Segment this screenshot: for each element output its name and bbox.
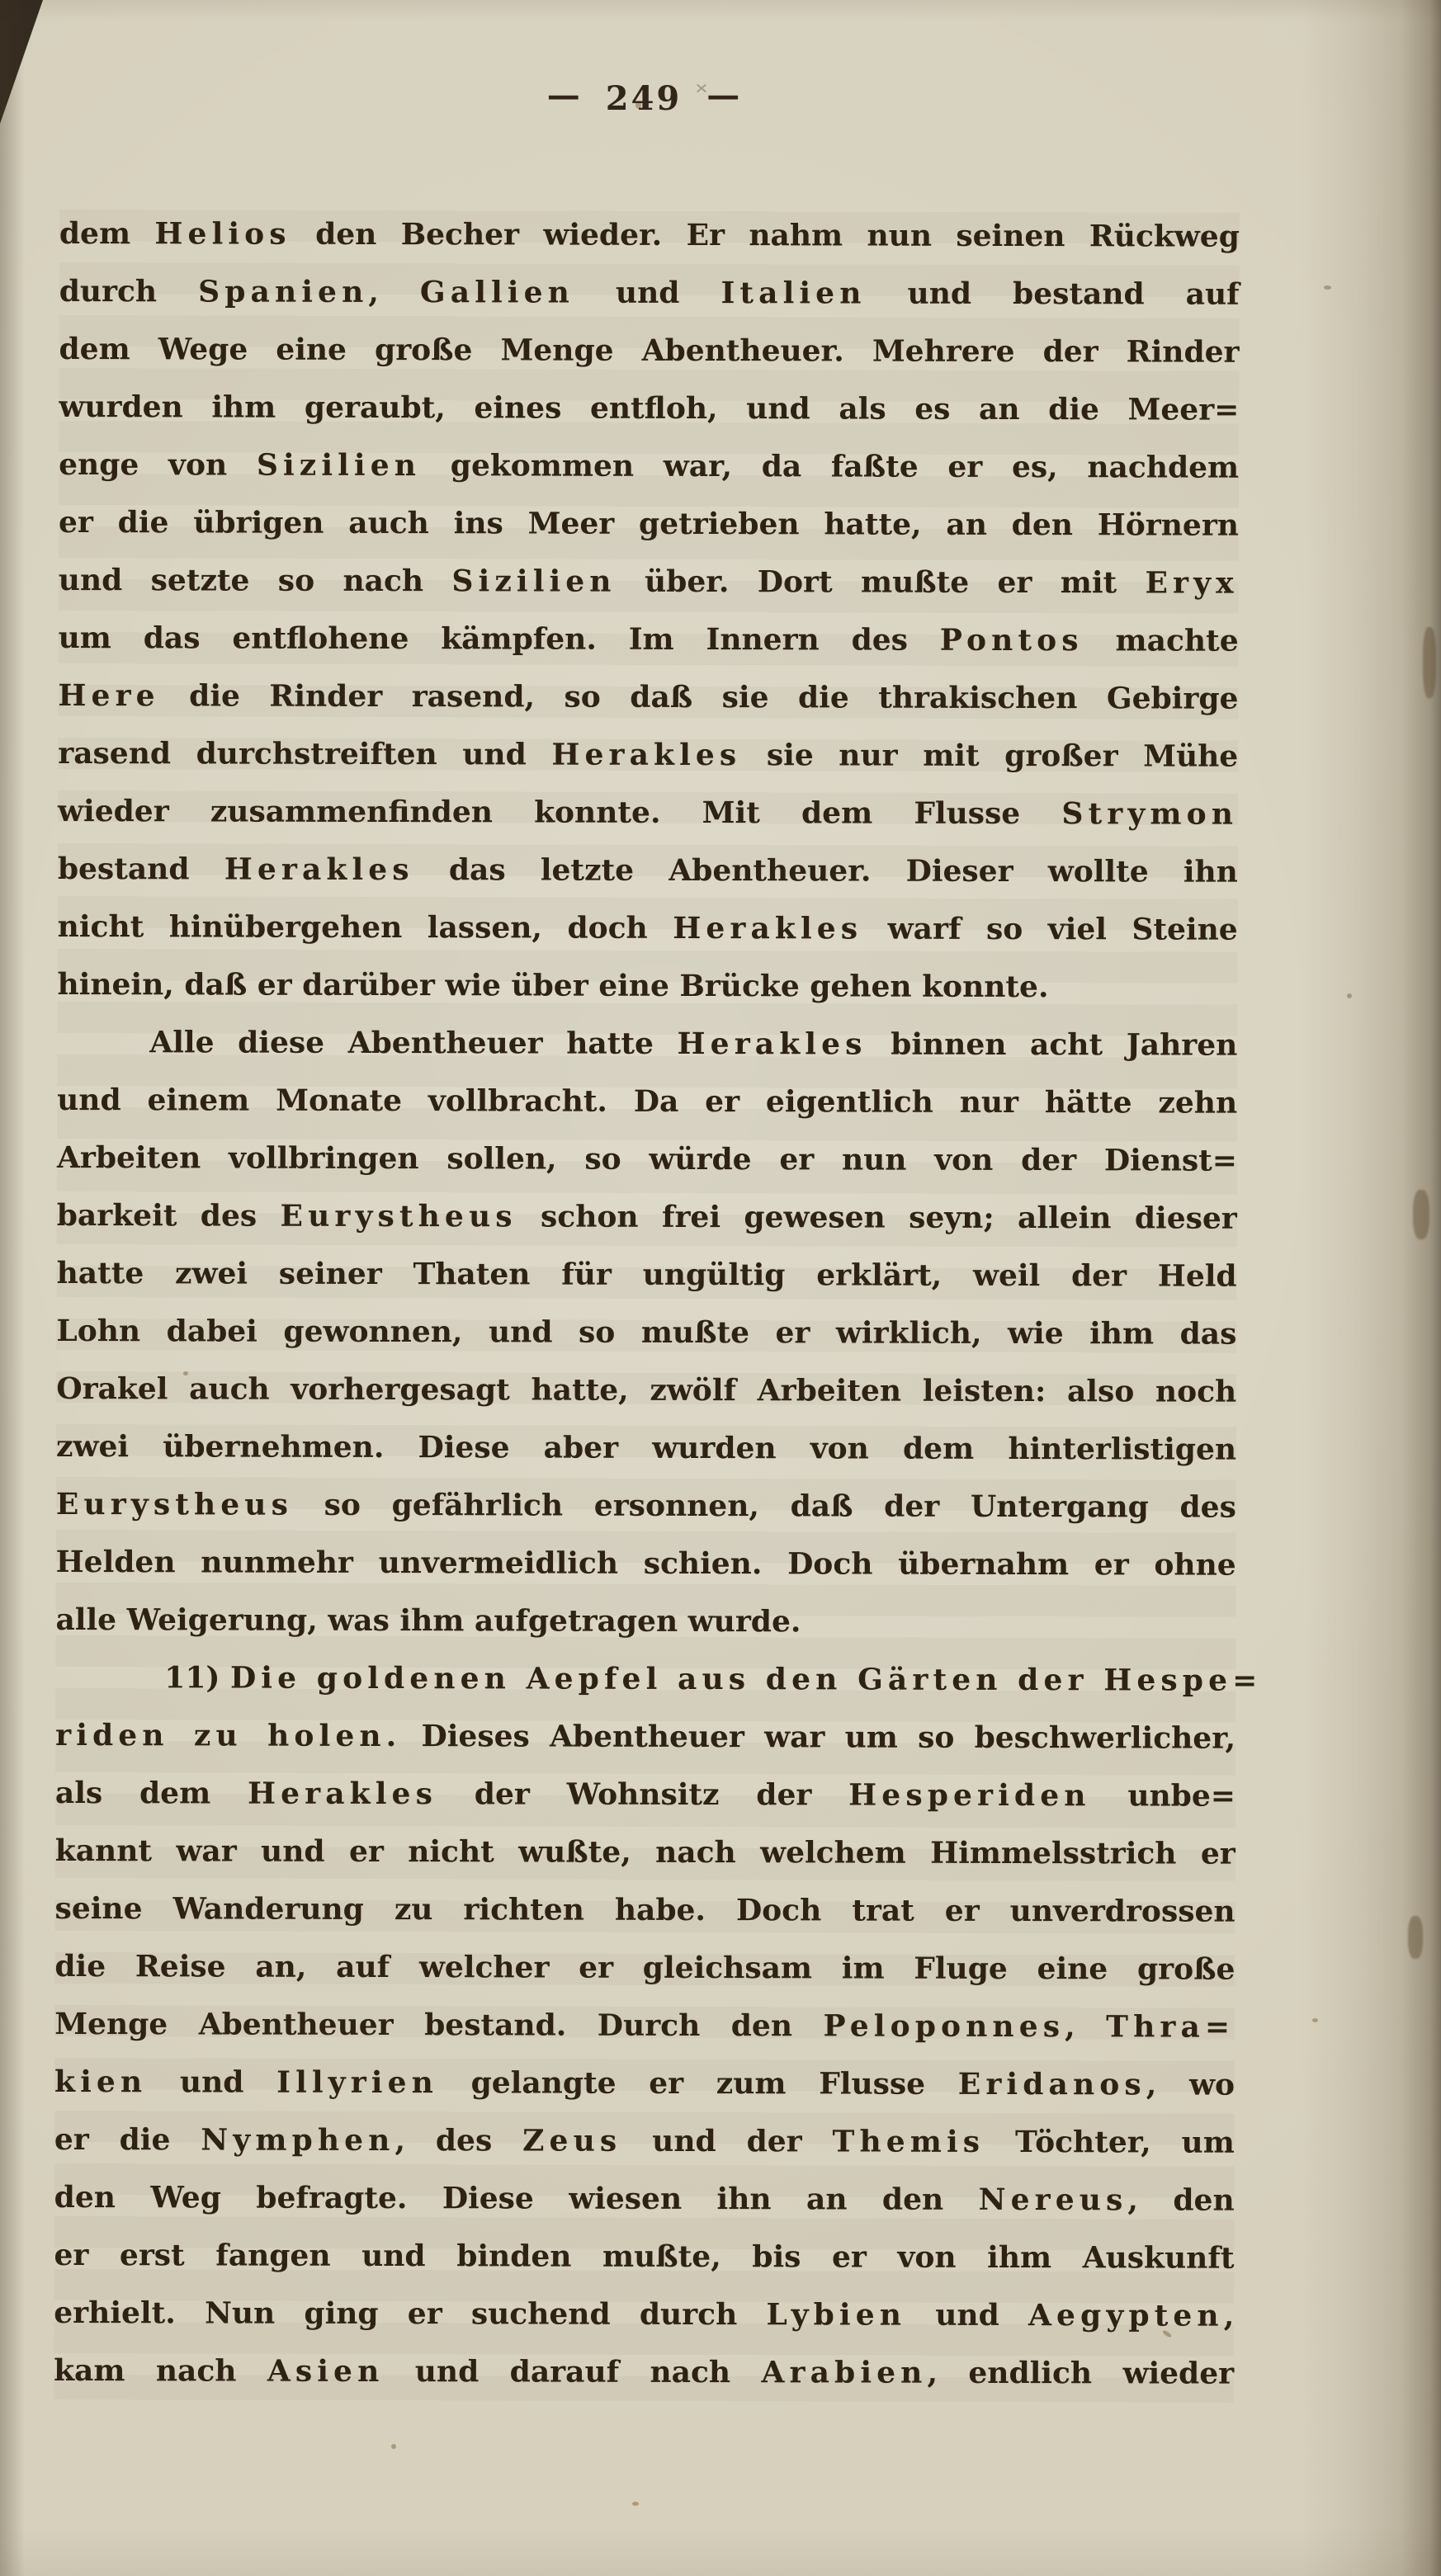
- letterspaced-word: Thra=: [1106, 2009, 1235, 2045]
- text-line: [59, 436, 1239, 497]
- text-line: [55, 1880, 1235, 1941]
- header-dash-left: —: [546, 76, 581, 115]
- letterspaced-word: Herakles: [673, 910, 863, 946]
- letterspaced-word: Arabien: [761, 2355, 928, 2390]
- text-segment: dem: [59, 215, 155, 252]
- text-segment: die Reise an, auf welcher er gleichsam im Fluge eine große: [54, 1948, 1235, 1987]
- text-segment: warf so viel Steine: [862, 911, 1238, 947]
- text-segment: und einem Monate vollbracht. Da er eigentlich nur hätte zehn: [57, 1082, 1238, 1121]
- header-dash-right: —: [706, 76, 741, 115]
- text-segment: hatte zwei seiner Thaten für ungültig erklärt, weil der Held: [56, 1255, 1237, 1294]
- letterspaced-word: Eurystheus: [280, 1198, 517, 1234]
- text-segment: binnen acht Jahren: [867, 1026, 1238, 1063]
- text-segment: dem Wege eine große Menge Abentheuer. Mehrere der Rinder: [59, 331, 1240, 370]
- text-line: [57, 1244, 1237, 1305]
- text-segment: wieder zusammenfinden konnte. Mit dem Flusse: [58, 793, 1062, 832]
- text-line: [59, 551, 1239, 612]
- text-line: [57, 1071, 1237, 1132]
- text-line: [54, 2111, 1235, 2172]
- paper-speck: [391, 2444, 396, 2449]
- letterspaced-word: Zeus: [522, 2123, 622, 2158]
- text-line: [54, 2342, 1234, 2403]
- letterspaced-word: Sizilien: [451, 564, 617, 599]
- text-segment: und: [147, 2064, 277, 2100]
- text-segment: und darauf nach: [384, 2354, 762, 2390]
- text-segment: machte: [1083, 623, 1239, 658]
- text-line: [54, 2168, 1235, 2229]
- text-line: [57, 1187, 1237, 1248]
- text-line: [59, 205, 1240, 266]
- letterspaced-word: Eridanos: [957, 2066, 1146, 2102]
- text-segment: und setzte so nach: [58, 562, 452, 599]
- letterspaced-word: Nereus: [978, 2182, 1128, 2218]
- letterspaced-word: Aegypten: [1028, 2298, 1224, 2333]
- text-line: [57, 955, 1237, 1017]
- text-segment: Alle diese Abentheuer hatte: [149, 1025, 678, 1061]
- text-segment: nicht hinübergehen lassen, doch: [57, 908, 673, 946]
- text-segment: den Becher wieder. Er nahm nun seinen Rückweg: [291, 216, 1240, 254]
- text-segment: wurden ihm geraubt, eines entfloh, und als es an die Meer=: [59, 389, 1240, 427]
- text-line: [58, 898, 1238, 959]
- text-segment: , endlich wieder: [927, 2355, 1235, 2391]
- text-segment: den Weg befragte. Diese wiesen ihn an den: [54, 2179, 979, 2217]
- letterspaced-word: Gallien: [419, 275, 575, 310]
- paper-speck: [632, 2502, 639, 2506]
- letterspaced-word: Peloponnes: [823, 2008, 1065, 2045]
- letterspaced-word: Helios: [154, 216, 291, 252]
- text-segment: Helden nunmehr unvermeidlich schien. Doch übernahm er ohne: [55, 1544, 1236, 1583]
- letterspaced-word: Themis: [832, 2124, 985, 2159]
- text-segment: und: [574, 275, 721, 311]
- text-line: [54, 2053, 1235, 2114]
- text-segment: gekommen war, da faßte er es, nachdem: [421, 448, 1240, 485]
- text-segment: ,: [1065, 2009, 1107, 2045]
- letterspaced-word: Sizilien: [256, 447, 422, 484]
- text-line: [55, 1764, 1235, 1825]
- text-segment: Menge Abentheuer bestand. Durch den: [54, 2006, 824, 2044]
- text-segment: gelangte er zum Flusse: [437, 2065, 958, 2102]
- letterspaced-word: Illyrien: [276, 2064, 438, 2101]
- text-segment: unbe=: [1090, 1778, 1236, 1814]
- text-segment: barkeit des: [56, 1197, 281, 1234]
- letterspaced-word: Lybien: [766, 2297, 907, 2333]
- page-number: 249: [605, 79, 683, 118]
- text-segment: um das entflohene kämpfen. Im Innern des: [58, 620, 940, 658]
- text-line: [56, 1475, 1236, 1536]
- text-segment: kam nach: [54, 2352, 267, 2389]
- text-segment: so gefährlich ersonnen, daß der Untergang des: [292, 1487, 1236, 1525]
- text-line: [54, 1995, 1235, 2056]
- text-segment: alle Weigerung, was ihm aufgetragen wurde.: [55, 1602, 801, 1639]
- text-segment: sie nur mit großer Mühe: [741, 738, 1239, 774]
- text-segment: und der: [621, 2123, 833, 2159]
- page-gutter-shadow: [1301, 0, 1441, 2576]
- text-line: [59, 493, 1239, 554]
- letterspaced-word: Nymphen: [201, 2122, 395, 2158]
- letterspaced-word: Herakles: [224, 852, 414, 888]
- text-line: [54, 2284, 1234, 2345]
- letterspaced-word: Asien: [267, 2353, 385, 2390]
- text-line: [55, 1706, 1235, 1767]
- letterspaced-word: Spanien: [198, 274, 369, 309]
- text-segment: 11): [164, 1660, 231, 1696]
- text-segment: als dem: [54, 1775, 248, 1811]
- text-segment: , den: [1127, 2182, 1235, 2218]
- text-line: [59, 320, 1239, 381]
- text-segment: er die: [54, 2121, 201, 2158]
- letterspaced-word: Pontos: [939, 622, 1084, 658]
- text-segment: enge von: [59, 446, 257, 483]
- text-line: [54, 2226, 1234, 2287]
- edge-smudge: [1423, 627, 1436, 698]
- text-block: [54, 205, 1263, 2403]
- letterspaced-word: Hesperiden: [848, 1777, 1091, 1814]
- letterspaced-word: Here: [58, 677, 160, 714]
- text-segment: bestand: [57, 851, 224, 887]
- text-line: [57, 1129, 1237, 1190]
- text-segment: Dieses Abentheuer war um so beschwerlicher,: [401, 1719, 1236, 1756]
- page-header: [0, 76, 1287, 118]
- text-segment: schon frei gewesen seyn; allein dieser: [517, 1199, 1237, 1236]
- text-segment: er erst fangen und binden mußte, bis er von ihm Auskunft: [54, 2237, 1235, 2276]
- text-segment: rasend durchstreiften und: [58, 735, 552, 772]
- text-line: [56, 1533, 1236, 1594]
- text-segment: ,: [368, 274, 420, 310]
- paper-speck: [1324, 285, 1331, 290]
- letterspaced-word: Herakles: [551, 737, 742, 773]
- text-segment: hinein, daß er darüber wie über eine Brücke gehen konnte.: [57, 966, 1049, 1005]
- text-segment: die Rinder rasend, so daß sie die thrakischen Gebirge: [159, 678, 1239, 716]
- letterspaced-word: Eurystheus: [55, 1486, 294, 1522]
- paper-speck: [1347, 993, 1352, 998]
- text-segment: Arbeiten vollbringen sollen, so würde er nun von der Dienst=: [56, 1139, 1238, 1178]
- text-segment: der Wohnsitz der: [437, 1776, 849, 1813]
- text-line: [56, 1418, 1236, 1479]
- text-segment: erhielt. Nun ging er suchend durch: [54, 2295, 767, 2333]
- text-line: [59, 262, 1240, 323]
- left-edge-shadow: [0, 0, 25, 2576]
- text-line: [58, 724, 1238, 786]
- text-line: [56, 1360, 1236, 1421]
- letterspaced-word: riden zu holen.: [55, 1717, 402, 1754]
- edge-smudge: [1413, 1190, 1429, 1239]
- letterspaced-word: Strymon: [1061, 796, 1239, 832]
- text-segment: seine Wanderung zu richten habe. Doch trat er unverdrossen: [54, 1890, 1235, 1929]
- text-line: [55, 1649, 1263, 1710]
- text-line: [57, 1013, 1237, 1074]
- text-segment: Töchter, um: [985, 2124, 1235, 2160]
- text-segment: er die übrigen auch ins Meer getrieben hatte, an den Hörnern: [58, 504, 1240, 543]
- letterspaced-word: Eryx: [1145, 565, 1239, 601]
- edge-smudge: [1408, 1916, 1423, 1959]
- letterspaced-word: Herakles: [677, 1026, 867, 1062]
- text-line: [58, 782, 1238, 843]
- text-segment: und bestand auf: [866, 276, 1240, 312]
- letterspaced-word: Italien: [720, 276, 867, 311]
- text-segment: durch: [59, 273, 199, 309]
- text-line: [56, 1302, 1236, 1363]
- text-segment: , wo: [1146, 2067, 1235, 2102]
- text-line: [55, 1822, 1235, 1883]
- text-segment: zwei übernehmen. Diese aber wurden von dem hinterlistigen: [56, 1428, 1237, 1467]
- letterspaced-word: kien: [54, 2064, 148, 2100]
- text-segment: ,: [1223, 2298, 1235, 2333]
- letterspaced-word: Die goldenen Aepfel aus den Gärten der Hespe=: [229, 1660, 1263, 1698]
- text-segment: und: [906, 2297, 1029, 2333]
- text-segment: , des: [395, 2123, 523, 2158]
- text-segment: über. Dort mußte er mit: [616, 564, 1146, 601]
- text-segment: kannt war und er nicht wußte, nach welchem Himmelsstrich er: [54, 1833, 1235, 1871]
- text-line: [58, 840, 1238, 901]
- letterspaced-word: Herakles: [247, 1776, 438, 1812]
- text-line: [55, 1591, 1235, 1652]
- paper-speck: [1312, 2018, 1318, 2022]
- text-segment: Lohn dabei gewonnen, und so mußte er wirklich, wie ihm das: [56, 1313, 1237, 1352]
- text-line: [58, 667, 1238, 728]
- text-line: [59, 609, 1239, 670]
- text-line: [54, 1937, 1235, 1998]
- text-line: [59, 378, 1239, 439]
- text-segment: das letzte Abentheuer. Dieser wollte ihn: [413, 852, 1238, 889]
- text-segment: Orakel auch vorhergesagt hatte, zwölf Arbeiten leisten: also noch: [56, 1371, 1237, 1409]
